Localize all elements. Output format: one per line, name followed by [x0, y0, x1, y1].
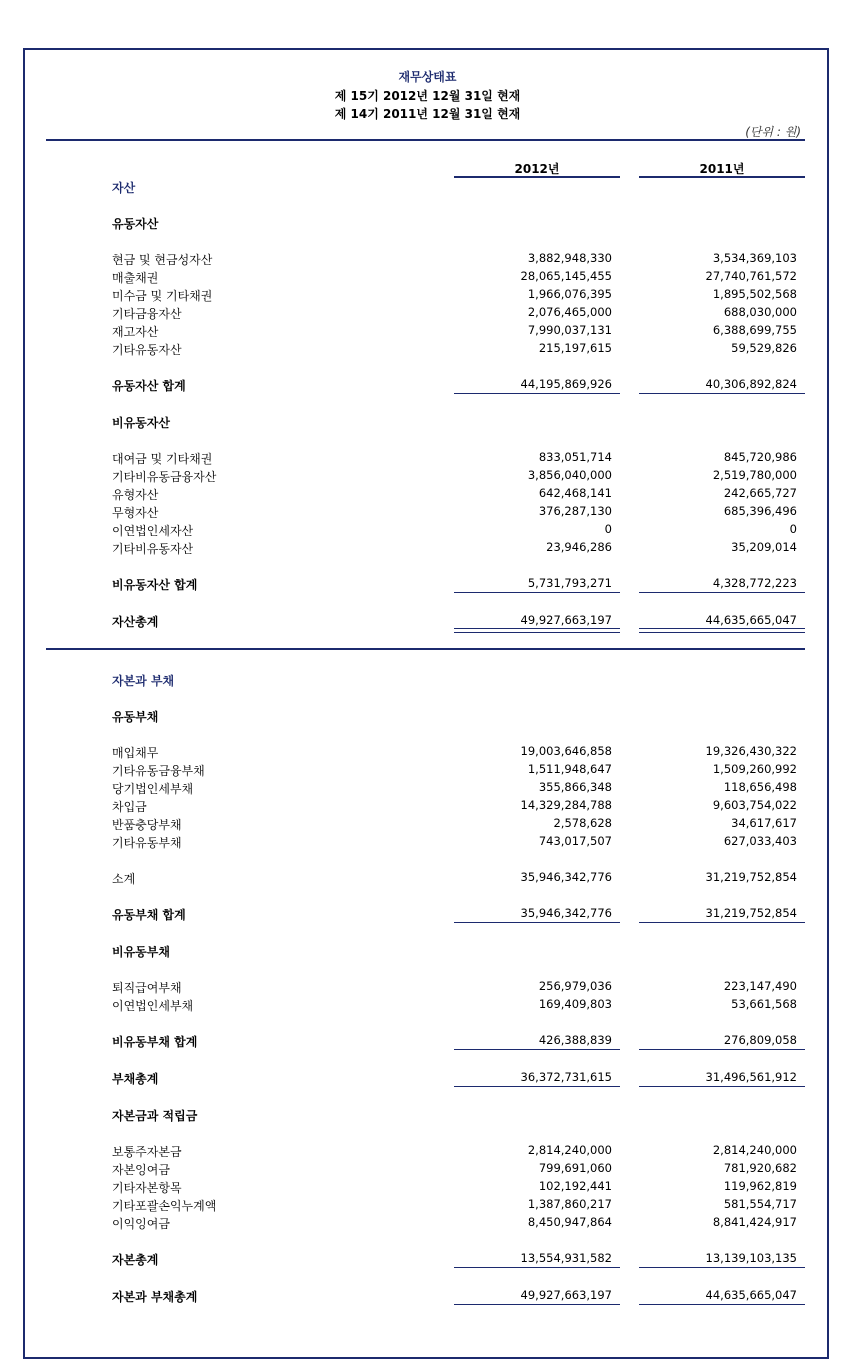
line-item-2012: 3,882,948,330 [527, 251, 612, 265]
line-item-label: 차입금 [112, 800, 147, 814]
line-item-2011: 8,841,424,917 [712, 1215, 797, 1229]
total-underline [639, 592, 805, 593]
column-header-underline [454, 176, 620, 178]
line-item-label: 기타유동부채 [112, 836, 182, 850]
total-liabilities-equity-2011: 44,635,665,047 [705, 1288, 797, 1302]
line-item-label: 기타금융자산 [112, 307, 182, 321]
total-underline [454, 1086, 620, 1087]
line-item-2011: 35,209,014 [731, 540, 797, 554]
line-item-label: 미수금 및 기타채권 [112, 289, 213, 303]
subtotal-label: 소계 [112, 872, 136, 886]
line-item-label: 무형자산 [112, 506, 159, 520]
line-item-2011: 27,740,761,572 [705, 269, 797, 283]
line-item-label: 대여금 및 기타채권 [112, 452, 213, 466]
line-item-2012: 2,578,628 [553, 816, 612, 830]
subtotal-2012: 35,946,342,776 [520, 870, 612, 884]
heading-noncurrent-liabilities: 비유동부채 [112, 945, 170, 959]
column-header-2012: 2012년 [514, 162, 560, 176]
line-item-2012: 2,814,240,000 [527, 1143, 612, 1157]
line-item-label: 기타포괄손익누계액 [112, 1199, 217, 1213]
total-assets-2012: 49,927,663,197 [520, 613, 612, 627]
total-assets-2011: 44,635,665,047 [705, 613, 797, 627]
total-underline [454, 393, 620, 394]
line-item-2012: 642,468,141 [538, 486, 612, 500]
line-item-2011: 19,326,430,322 [705, 744, 797, 758]
total-liabilities-equity-2012: 49,927,663,197 [520, 1288, 612, 1302]
line-item-2011: 6,388,699,755 [712, 323, 797, 337]
line-item-2012: 256,979,036 [538, 979, 612, 993]
line-item-2012: 743,017,507 [538, 834, 612, 848]
line-item-2011: 119,962,819 [723, 1179, 797, 1193]
line-item-label: 재고자산 [112, 325, 159, 339]
total-current-liabilities-2011: 31,219,752,854 [705, 906, 797, 920]
statement-title: 재무상태표 [398, 70, 457, 84]
line-item-2011: 53,661,568 [731, 997, 797, 1011]
line-item-2012: 3,856,040,000 [527, 468, 612, 482]
period-prior: 제 14기 2011년 12월 31일 현재 [334, 107, 521, 121]
line-item-2012: 169,409,803 [538, 997, 612, 1011]
line-item-2011: 34,617,617 [731, 816, 797, 830]
total-underline [454, 1049, 620, 1050]
total-liabilities-label: 부채총계 [112, 1072, 159, 1086]
line-item-2011: 845,720,986 [723, 450, 797, 464]
line-item-label: 이연법인세자산 [112, 524, 194, 538]
section-liabilities-equity: 자본과 부채 [112, 674, 175, 688]
total-noncurrent-assets-2012: 5,731,793,271 [527, 576, 612, 590]
total-current-assets-label: 유동자산 합계 [112, 379, 186, 393]
line-item-2012: 376,287,130 [538, 504, 612, 518]
total-underline [454, 592, 620, 593]
line-item-2011: 1,509,260,992 [712, 762, 797, 776]
line-item-2012: 833,051,714 [538, 450, 612, 464]
total-noncurrent-liabilities-2011: 276,809,058 [723, 1033, 797, 1047]
line-item-2012: 215,197,615 [538, 341, 612, 355]
line-item-label: 현금 및 현금성자산 [112, 253, 213, 267]
line-item-2011: 3,534,369,103 [712, 251, 797, 265]
line-item-2012: 102,192,441 [538, 1179, 612, 1193]
total-current-assets-2012: 44,195,869,926 [520, 377, 612, 391]
line-item-2012: 1,511,948,647 [527, 762, 612, 776]
total-current-liabilities-2012: 35,946,342,776 [520, 906, 612, 920]
line-item-label: 기타비유동금융자산 [112, 470, 217, 484]
line-item-label: 매출채권 [112, 271, 159, 285]
line-item-2012: 355,866,348 [538, 780, 612, 794]
section-divider [46, 648, 805, 650]
line-item-label: 보통주자본금 [112, 1145, 182, 1159]
line-item-2011: 781,920,682 [723, 1161, 797, 1175]
line-item-2012: 23,946,286 [546, 540, 612, 554]
line-item-label: 기타유동금융부채 [112, 764, 205, 778]
total-underline [639, 393, 805, 394]
line-item-2011: 242,665,727 [723, 486, 797, 500]
column-header-2011: 2011년 [699, 162, 745, 176]
total-equity-2011: 13,139,103,135 [705, 1251, 797, 1265]
line-item-2012: 14,329,284,788 [520, 798, 612, 812]
line-item-label: 매입채무 [112, 746, 159, 760]
line-item-2011: 0 [789, 522, 797, 536]
grand-total-double-underline [639, 628, 805, 633]
line-item-2012: 19,003,646,858 [520, 744, 612, 758]
line-item-2012: 8,450,947,864 [527, 1215, 612, 1229]
line-item-2011: 581,554,717 [723, 1197, 797, 1211]
line-item-2011: 9,603,754,022 [712, 798, 797, 812]
total-liabilities-2012: 36,372,731,615 [520, 1070, 612, 1084]
unit-label: (단위 : 원) [745, 125, 801, 139]
line-item-2012: 28,065,145,455 [520, 269, 612, 283]
total-current-assets-2011: 40,306,892,824 [705, 377, 797, 391]
column-header-underline [639, 176, 805, 178]
total-underline [639, 1267, 805, 1268]
total-underline [454, 1267, 620, 1268]
line-item-label: 기타유동자산 [112, 343, 182, 357]
heading-current-liabilities: 유동부채 [112, 710, 159, 724]
total-liabilities-equity-label: 자본과 부채총계 [112, 1290, 198, 1304]
line-item-2011: 223,147,490 [723, 979, 797, 993]
line-item-2011: 59,529,826 [731, 341, 797, 355]
line-item-2011: 688,030,000 [723, 305, 797, 319]
line-item-label: 자본잉여금 [112, 1163, 170, 1177]
total-current-liabilities-label: 유동부채 합계 [112, 908, 186, 922]
line-item-2011: 1,895,502,568 [712, 287, 797, 301]
line-item-label: 유형자산 [112, 488, 159, 502]
total-noncurrent-liabilities-label: 비유동부채 합계 [112, 1035, 198, 1049]
line-item-label: 이연법인세부채 [112, 999, 194, 1013]
total-underline [454, 922, 620, 923]
line-item-2011: 627,033,403 [723, 834, 797, 848]
heading-equity: 자본금과 적립금 [112, 1109, 198, 1123]
total-liabilities-2011: 31,496,561,912 [705, 1070, 797, 1084]
total-underline [454, 1304, 620, 1305]
line-item-2011: 2,519,780,000 [712, 468, 797, 482]
line-item-2012: 7,990,037,131 [527, 323, 612, 337]
total-equity-label: 자본총계 [112, 1253, 159, 1267]
total-underline [639, 922, 805, 923]
total-equity-2012: 13,554,931,582 [520, 1251, 612, 1265]
total-underline [639, 1304, 805, 1305]
line-item-2012: 799,691,060 [538, 1161, 612, 1175]
heading-noncurrent-assets: 비유동자산 [112, 416, 170, 430]
total-noncurrent-assets-2011: 4,328,772,223 [712, 576, 797, 590]
line-item-2012: 0 [604, 522, 612, 536]
period-current: 제 15기 2012년 12월 31일 현재 [334, 89, 521, 103]
total-assets-label: 자산총계 [112, 615, 159, 629]
total-noncurrent-assets-label: 비유동자산 합계 [112, 578, 198, 592]
heading-current-assets: 유동자산 [112, 217, 159, 231]
line-item-2012: 1,387,860,217 [527, 1197, 612, 1211]
line-item-2011: 2,814,240,000 [712, 1143, 797, 1157]
subtotal-2011: 31,219,752,854 [705, 870, 797, 884]
grand-total-double-underline [454, 628, 620, 633]
line-item-label: 퇴직급여부채 [112, 981, 182, 995]
total-underline [639, 1049, 805, 1050]
total-noncurrent-liabilities-2012: 426,388,839 [538, 1033, 612, 1047]
section-assets: 자산 [112, 181, 136, 195]
line-item-2012: 1,966,076,395 [527, 287, 612, 301]
line-item-label: 이익잉여금 [112, 1217, 170, 1231]
header-divider [46, 139, 805, 141]
line-item-label: 기타비유동자산 [112, 542, 194, 556]
line-item-label: 당기법인세부채 [112, 782, 194, 796]
line-item-label: 반품충당부채 [112, 818, 182, 832]
total-underline [639, 1086, 805, 1087]
line-item-2011: 685,396,496 [723, 504, 797, 518]
line-item-2012: 2,076,465,000 [527, 305, 612, 319]
line-item-label: 기타자본항목 [112, 1181, 182, 1195]
line-item-2011: 118,656,498 [723, 780, 797, 794]
